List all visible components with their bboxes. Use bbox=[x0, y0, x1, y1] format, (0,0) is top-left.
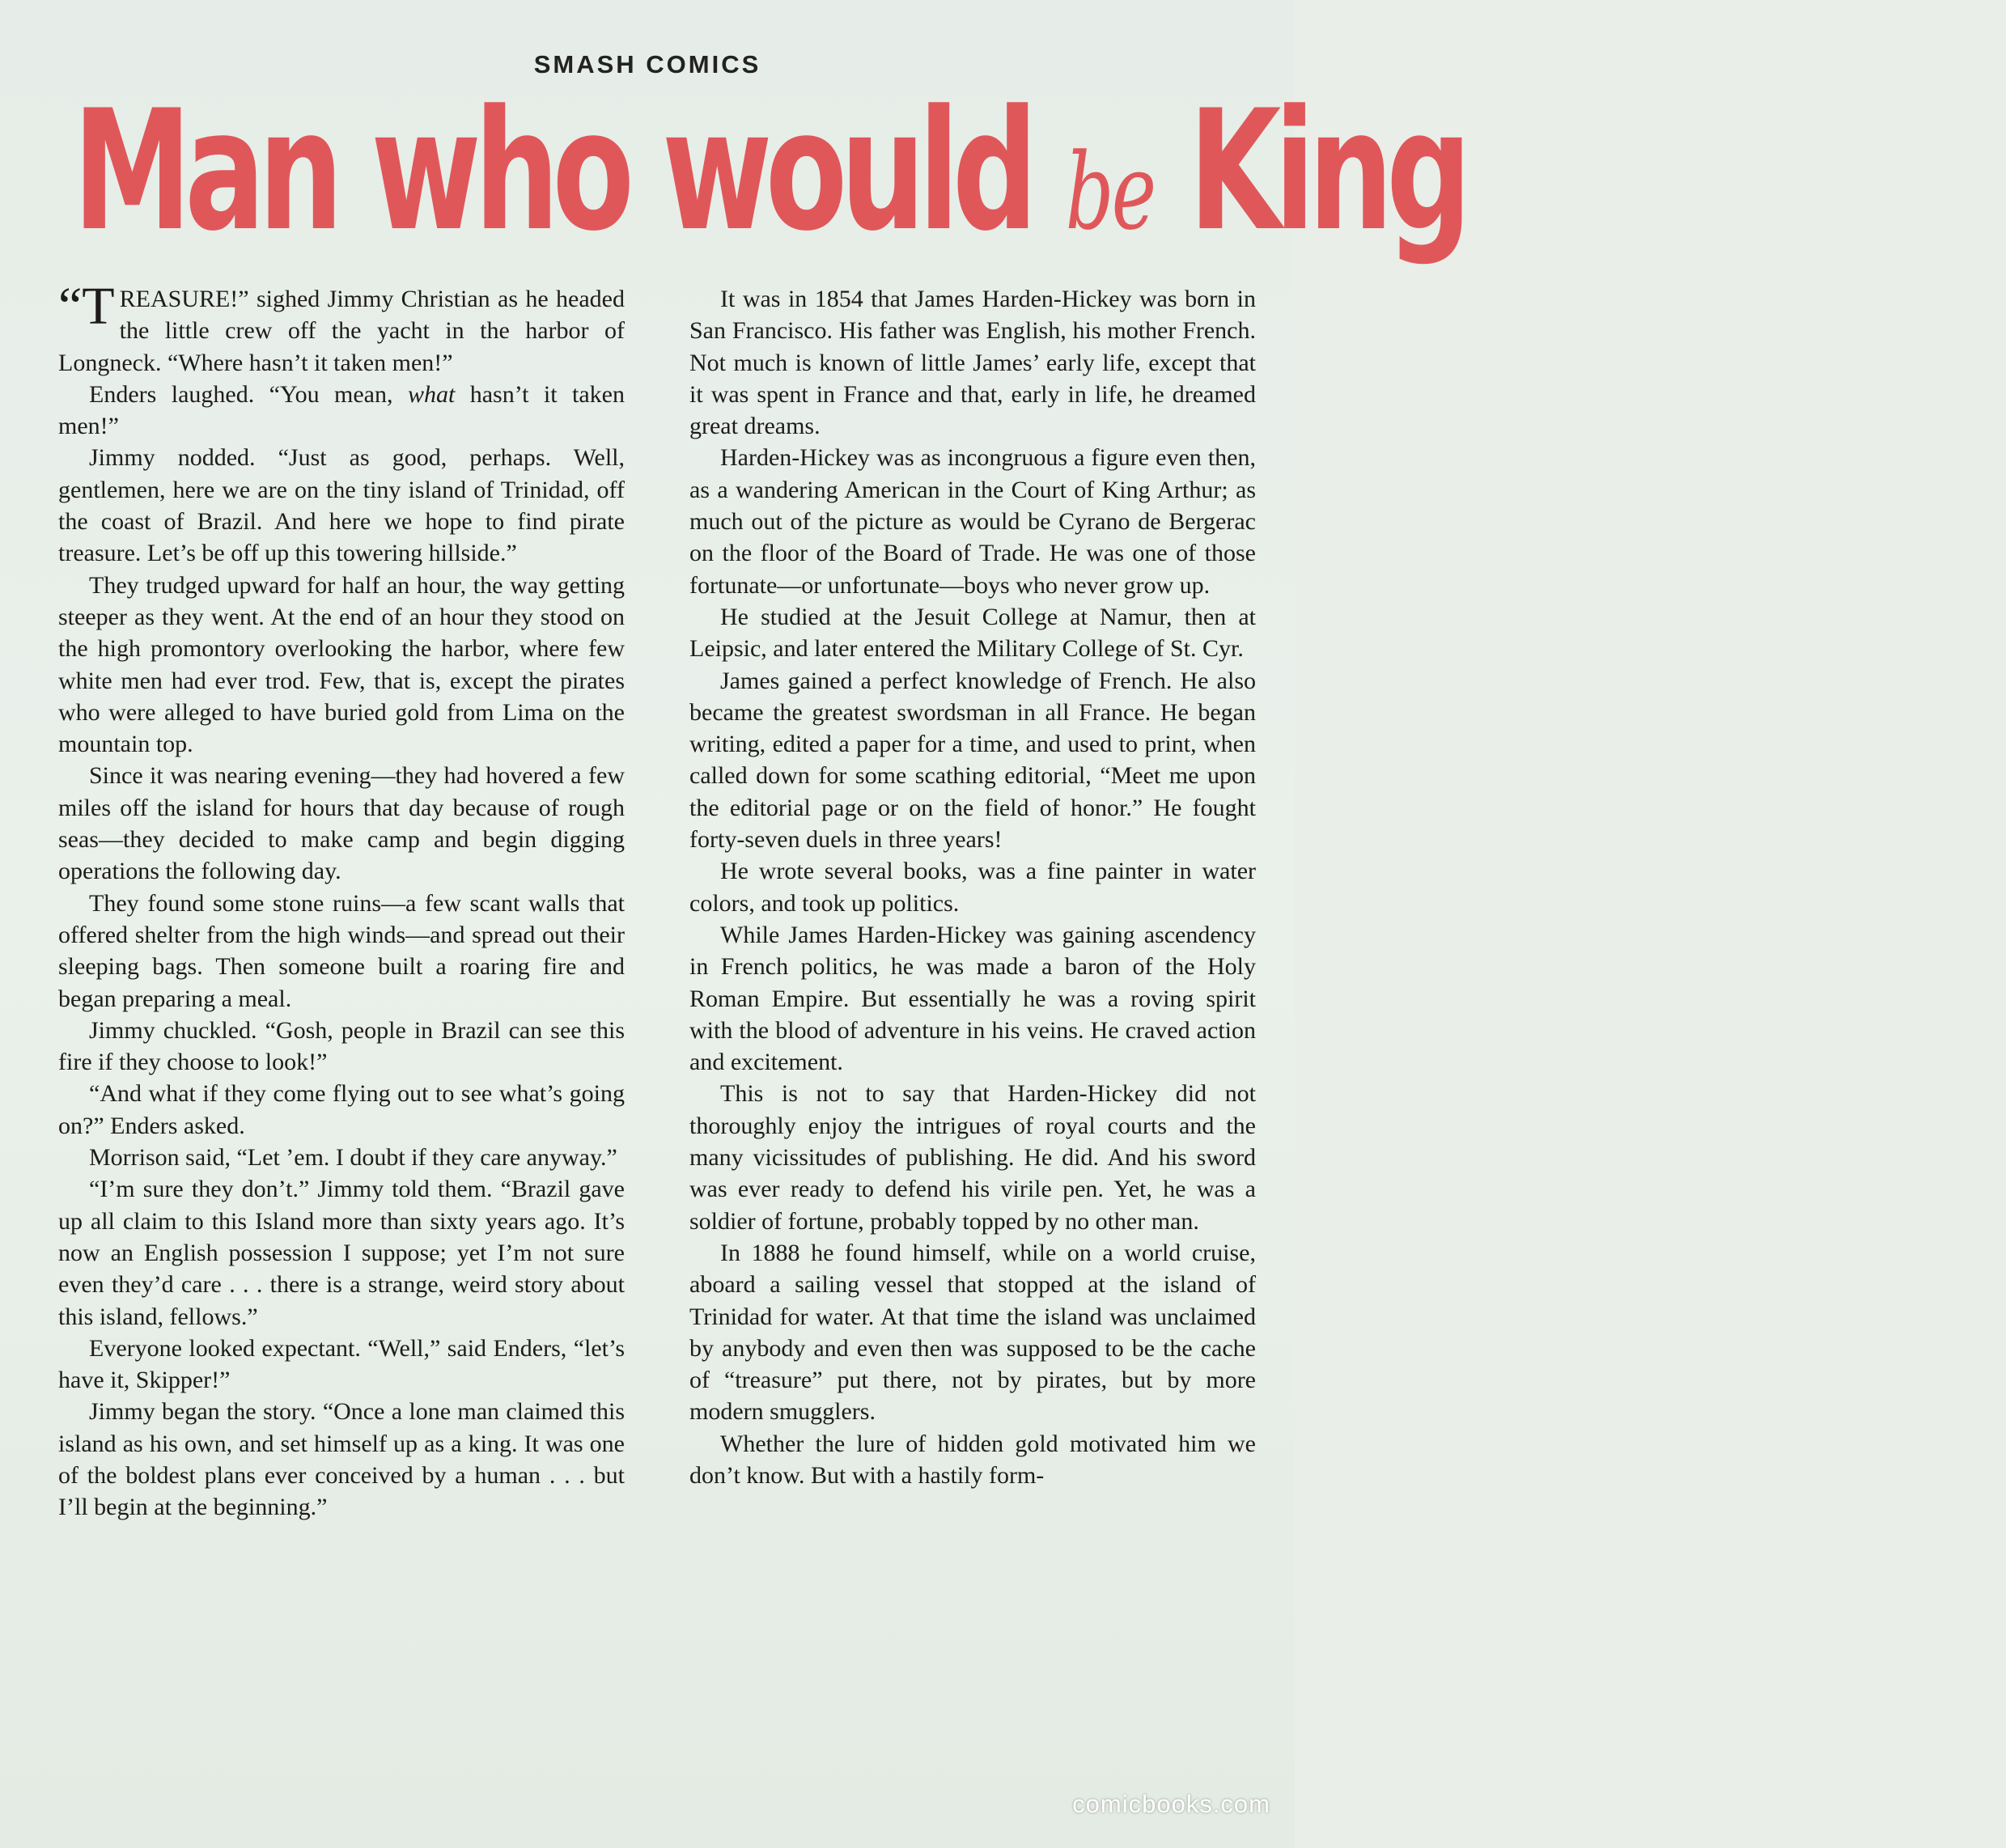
paragraph: Whether the lure of hidden gold motivated him we don’t know. But with a hastily form- bbox=[689, 1430, 1256, 1489]
paragraph: Since it was nearing evening—they had hovered a few miles off the island for hours that day because of rough seas—they decided to make camp and begin digging operations the following day. bbox=[58, 762, 625, 885]
story-title bbox=[73, 75, 1465, 283]
paragraph: Morrison said, “Let ’em. I doubt if they care anyway.” bbox=[89, 1144, 617, 1172]
drop-cap: “T bbox=[58, 277, 115, 336]
right-column bbox=[689, 283, 1256, 1491]
paragraph: “I’m sure they don’t.” Jimmy told them. “Brazil gave up all claim to this Island more than sixty years ago. It’s now an English possession I suppose; yet I’m not sure even they’d care . . . there is a strange, weird story about this island, fellows.” bbox=[58, 1176, 625, 1330]
story-title-text bbox=[73, 75, 1465, 268]
paragraph: He studied at the Jesuit College at Namur, then at Leipsic, and later entered the Military College of St. Cyr. bbox=[689, 603, 1256, 663]
title-part-2: King bbox=[1154, 75, 1465, 268]
paragraph: They found some stone ruins—a few scant walls that offered shelter from the high winds—and spread out their sleeping bags. Then someone built a roaring fire and began preparing a meal. bbox=[58, 889, 625, 1012]
paragraph: In 1888 he found himself, while on a world cruise, aboard a sailing vessel that stopped at the island of Trinidad for water. At that time the island was unclaimed by anybody and even then was supposed to be the cache of “treasure” put there, not by pirates, but by more modern smugglers. bbox=[689, 1239, 1256, 1426]
paragraph: Jimmy chuckled. “Gosh, people in Brazil can see this fire if they choose to look!” bbox=[58, 1016, 625, 1076]
paragraph: While James Harden-Hickey was gaining ascendency in French politics, he was made a baron of the Holy Roman Empire. But essentially he was a roving spirit with the blood of adventure in his veins. He craved action and excitement. bbox=[689, 921, 1256, 1076]
paragraph: He wrote several books, was a fine painter in water colors, and took up politics. bbox=[689, 858, 1256, 917]
paragraph: “TREASURE!” sighed Jimmy Christian as he headed the little crew off the yacht in the harbor of Longneck. “Where hasn’t it taken men!” bbox=[58, 277, 625, 376]
watermark: comicbooks.com bbox=[1072, 1790, 1270, 1818]
paragraph: “And what if they come flying out to see what’s going on?” Enders asked. bbox=[58, 1080, 625, 1139]
title-be: be bbox=[1065, 130, 1155, 253]
paragraph: They trudged upward for half an hour, the way getting steeper as they went. At the end of an hour they stood on the high promontory overlooking the harbor, where few white men had ever trod. Few, that is, except the pirates who were alleged to have buried gold from Lima on the mountain top. bbox=[58, 571, 625, 758]
left-column bbox=[58, 277, 625, 1524]
paragraph: Enders laughed. “You mean, what hasn’t it taken men!” bbox=[58, 380, 625, 440]
magazine-header: SMASH COMICS bbox=[533, 50, 761, 78]
title-part-1: Man who would bbox=[73, 75, 1066, 268]
paragraph: It was in 1854 that James Harden-Hickey was born in San Francisco. His father was English, his mother French. Not much is known of little James’ early life, except that it was spent in France and that, early in life, he dreamed great dreams. bbox=[689, 286, 1256, 440]
paragraph: Jimmy nodded. “Just as good, perhaps. Well, gentlemen, here we are on the tiny island of Trinidad, off the coast of Brazil. And here we hope to find pirate treasure. Let’s be off up this towering hillside.” bbox=[58, 444, 625, 567]
paragraph: Jimmy began the story. “Once a lone man claimed this island as his own, and set himself up as a king. It was one of the boldest plans ever conceived by a human . . . but I’ll begin at the beginning.” bbox=[58, 1398, 625, 1521]
paragraph: Everyone looked expectant. “Well,” said Enders, “let’s have it, Skipper!” bbox=[58, 1334, 625, 1394]
paragraph: Harden-Hickey was as incongruous a figure even then, as a wandering American in the Court of King Arthur; as much out of the picture as would be Cyrano de Bergerac on the floor of the Board of Trade. He was one of those fortunate—or unfortunate—boys who never grow up. bbox=[689, 444, 1256, 599]
paragraph: James gained a perfect knowledge of French. He also became the greatest swordsman in all France. He began writing, edited a paper for a time, and used to print, when called down for some scathing editorial, “Meet me upon the editorial page or on the field of honor.” He fought forty-seven duels in three years! bbox=[689, 667, 1256, 854]
paragraph: This is not to say that Harden-Hickey did not thoroughly enjoy the intrigues of royal courts and the many vicissitudes of publishing. He did. And his sword was ever ready to defend his virile pen. Yet, he was a soldier of fortune, probably topped by no other man. bbox=[689, 1080, 1256, 1235]
